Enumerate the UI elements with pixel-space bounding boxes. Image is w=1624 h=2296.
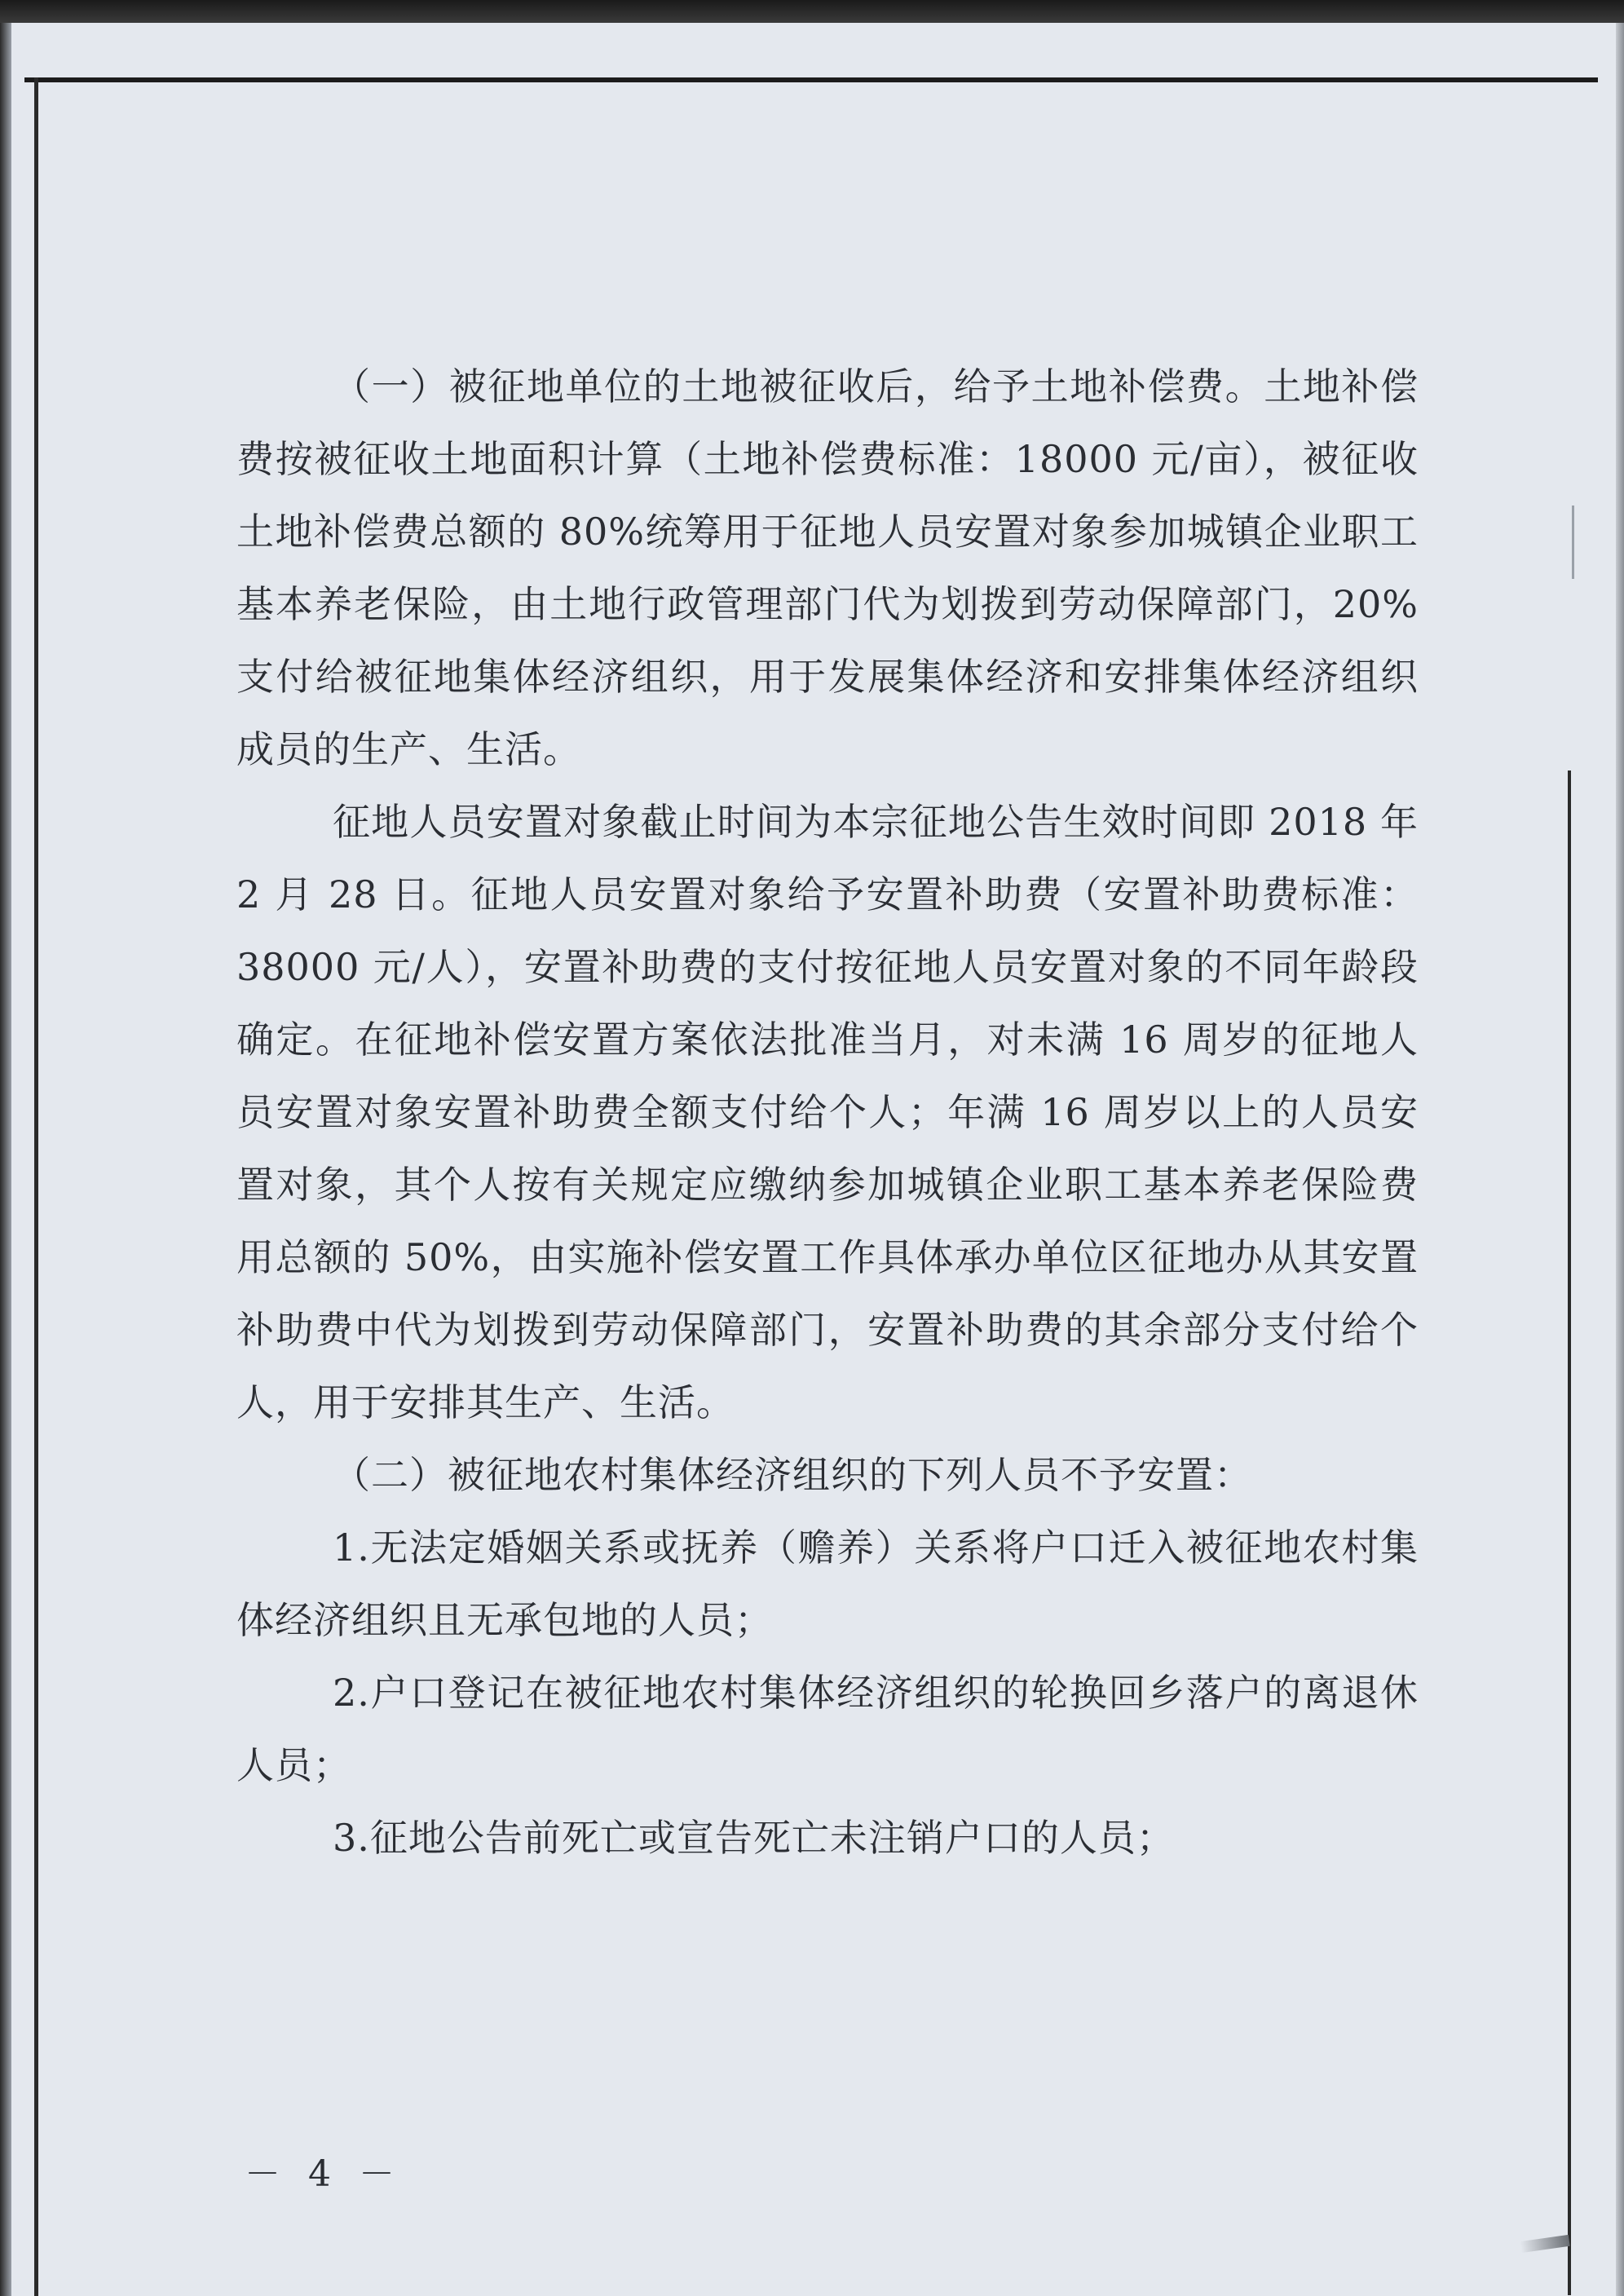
- scan-border-right: [1616, 23, 1624, 2296]
- page-number: － 4 －: [245, 2153, 403, 2195]
- paragraph-resettlement-subsidy: 征地人员安置对象截止时间为本宗征地公告生效时间即 2018 年 2 月 28 日。征地人员安置对象给予安置补助费（安置补助费标准：38000 元/人），安置补助费的支付按征地人员安置对象的不同年龄段确定。在征地补偿安置方案依法批准当月，对未满 16 周岁的征地人员安置对象安置补助费全额支付给个人；年满 16 周岁以上的人员安置对象，其个人按有关规定应缴纳参加城镇企业职工基本养老保险费用总额的 50%，由实施补偿安置工作具体承办单位区征地办从其安置补助费中代为划拨到劳动保障部门，安置补助费的其余部分支付给个人，用于安排其生产、生活。: [236, 800, 1419, 1424]
- scan-rule-right: [1568, 770, 1571, 2295]
- paragraph-land-compensation: （一）被征地单位的土地被征收后，给予土地补偿费。土地补偿费按被征收土地面积计算（土地补偿费标准：18000 元/亩），被征收土地补偿费总额的 80%统筹用于征地人员安置对象参加城镇企业职工基本养老保险，由土地行政管理部门代为划拨到劳动保障部门，20%支付给被征地集体经济组织，用于发展集体经济和安排集体经济组织成员的生产、生活。: [236, 364, 1419, 771]
- scan-mark-right-small: [1572, 506, 1574, 579]
- scan-border-left: [0, 23, 11, 2296]
- paragraph-item-2: 2.户口登记在被征地农村集体经济组织的轮换回乡落户的离退休人员；: [236, 1671, 1419, 1787]
- paragraph-section-two-heading: （二）被征地农村集体经济组织的下列人员不予安置：: [333, 1453, 1252, 1497]
- scan-rule-top: [24, 77, 1598, 82]
- paragraph-item-3: 3.征地公告前死亡或宣告死亡未注销户口的人员；: [333, 1816, 1175, 1860]
- document-body: [236, 351, 1419, 1874]
- scan-smudge: [1520, 2235, 1569, 2253]
- scan-rule-left: [34, 77, 38, 2296]
- paragraph-item-1: 1.无法定婚姻关系或抚养（赡养）关系将户口迁入被征地农村集体经济组织且无承包地的人员；: [236, 1526, 1419, 1642]
- scan-border-top: [0, 0, 1624, 23]
